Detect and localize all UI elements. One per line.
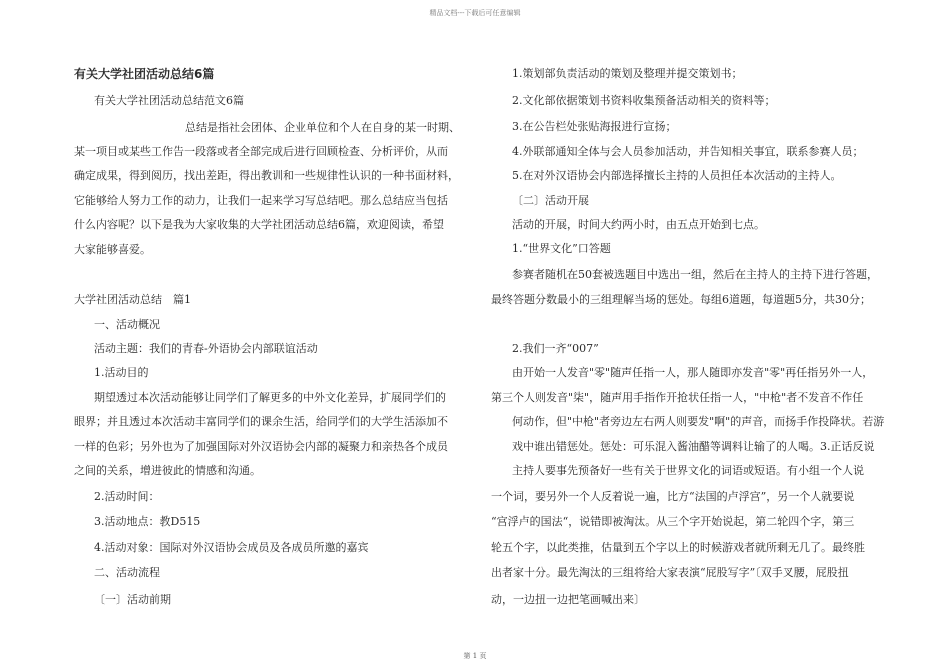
text-line: 期望透过本次活动能够让同学们了解更多的中外文化差异，扩展同学们的: [94, 391, 446, 404]
text-line: 活动主题：我们的青春-外语协会内部联谊活动: [94, 342, 318, 355]
text-line: 2.文化部依据策划书资料收集预备活动相关的资料等；: [512, 94, 776, 107]
text-line: 1.“世界文化”口答题: [512, 242, 611, 255]
text-line: 之间的关系，增进彼此的情感和沟通。: [74, 464, 261, 477]
page-header: 精品文档---下载后可任意编辑: [429, 9, 521, 17]
section-heading: 〔二〕活动开展: [512, 194, 589, 207]
text-line: 参赛者随机在50套被选题目中选出一组，然后在主持人的主持下进行答题，: [512, 268, 878, 281]
text-line: 戏中谁出错惩处。惩处：可乐混入酱油醋等调料让输了的人喝。3.正话反说: [512, 440, 875, 453]
intro-line: 大家能够喜爱。: [74, 243, 151, 256]
intro-line: 总结是指社会团体、企业单位和个人在自身的某一时期、: [185, 121, 460, 134]
text-line: 最终答题分数最小的三组理解当场的惩处。每组6道题，每道题5分，共30分；: [491, 293, 871, 306]
text-line: 第三个人则发音"柒"，随声用手指作开抢状任指一人，"中枪"者不发音不作任: [491, 391, 864, 404]
section-heading: 大学社团活动总结 篇1: [74, 293, 191, 306]
text-line: 3.活动地点：教D515: [94, 515, 201, 528]
text-line: 4.活动对象：国际对外汉语协会成员及各成员所邀的嘉宾: [94, 541, 369, 554]
text-line: 2.我们一齐“007”: [512, 342, 599, 355]
text-line: 动，一边扭一边把笔画喊出来〕: [491, 593, 645, 606]
text-line: 3.在公告栏处张贴海报进行宣扬；: [512, 120, 677, 133]
intro-line: 确定成果，得到阅历，找出差距，得出教训和一些规律性认识的一种书面材料，: [74, 169, 459, 182]
text-line: 一样的色彩；另外也为了加强国际对外汉语协会内部的凝聚力和亲热各个成员: [74, 440, 448, 453]
right-column: [475, 0, 950, 672]
text-line: 2.活动时间：: [94, 490, 160, 503]
section-heading: 二、活动流程: [94, 566, 160, 579]
intro-line: 某一项目或某些工作告一段落或者全部完成后进行回顾检查、分析评价，从而: [74, 145, 448, 158]
text-line: 轮五个字，以此类推，估量到五个字以上的时候游戏者就所剩无几了。最终胜: [491, 541, 865, 554]
text-line: 活动的开展，时间大约两小时，由五点开始到七点。: [512, 218, 765, 231]
intro-line: 什么内容呢？以下是我为大家收集的大学社团活动总结6篇，欢迎阅读，希望: [74, 218, 444, 231]
text-line: 1.策划部负责活动的策划及整理并提交策划书；: [512, 67, 743, 80]
page-number: 第 1 页: [463, 652, 487, 660]
text-line: 一个词，要另外一个人反着说一遍，比方“法国的卢浮宫”，另一个人就要说: [491, 490, 855, 503]
section-heading: 一、活动概况: [94, 318, 160, 331]
text-line: 由开始一人发音"零"随声任指一人，那人随即亦发音"零"再任指另外一人，: [512, 366, 874, 379]
text-line: 出者家十分。最先淘汰的三组将给大家表演“屁股写字”〔双手叉腰，屁股扭: [491, 566, 849, 579]
text-line: 1.活动目的: [94, 366, 149, 379]
text-line: 4.外联部通知全体与会人员参加活动，并告知相关事宜，联系参赛人员；: [512, 145, 864, 158]
text-line: 主持人要事先预备好一些有关于世界文化的词语或短语。有小组一个人说: [512, 464, 864, 477]
text-line: 眼界；并且透过本次活动丰富同学们的课余生活，给同学们的大学生活添加不: [74, 415, 448, 428]
text-line: “宫浮卢的国法“，说错即被淘汰。从三个字开始说起，第二轮四个字，第三: [491, 515, 855, 528]
text-line: 何动作，但"中枪"者旁边左右两人则要发"啊"的声音，而扬手作投降状。若游: [512, 415, 885, 428]
text-line: 〔一〕活动前期: [94, 593, 171, 606]
subtitle: 有关大学社团活动总结范文6篇: [94, 94, 244, 107]
intro-line: 它能够给人努力工作的动力，让我们一起来学习写总结吧。那么总结应当包括: [74, 194, 448, 207]
document-title: 有关大学社团活动总结6篇: [74, 67, 215, 81]
text-line: 5.在对外汉语协会内部选择擅长主持的人员担任本次活动的主持人。: [512, 169, 842, 182]
